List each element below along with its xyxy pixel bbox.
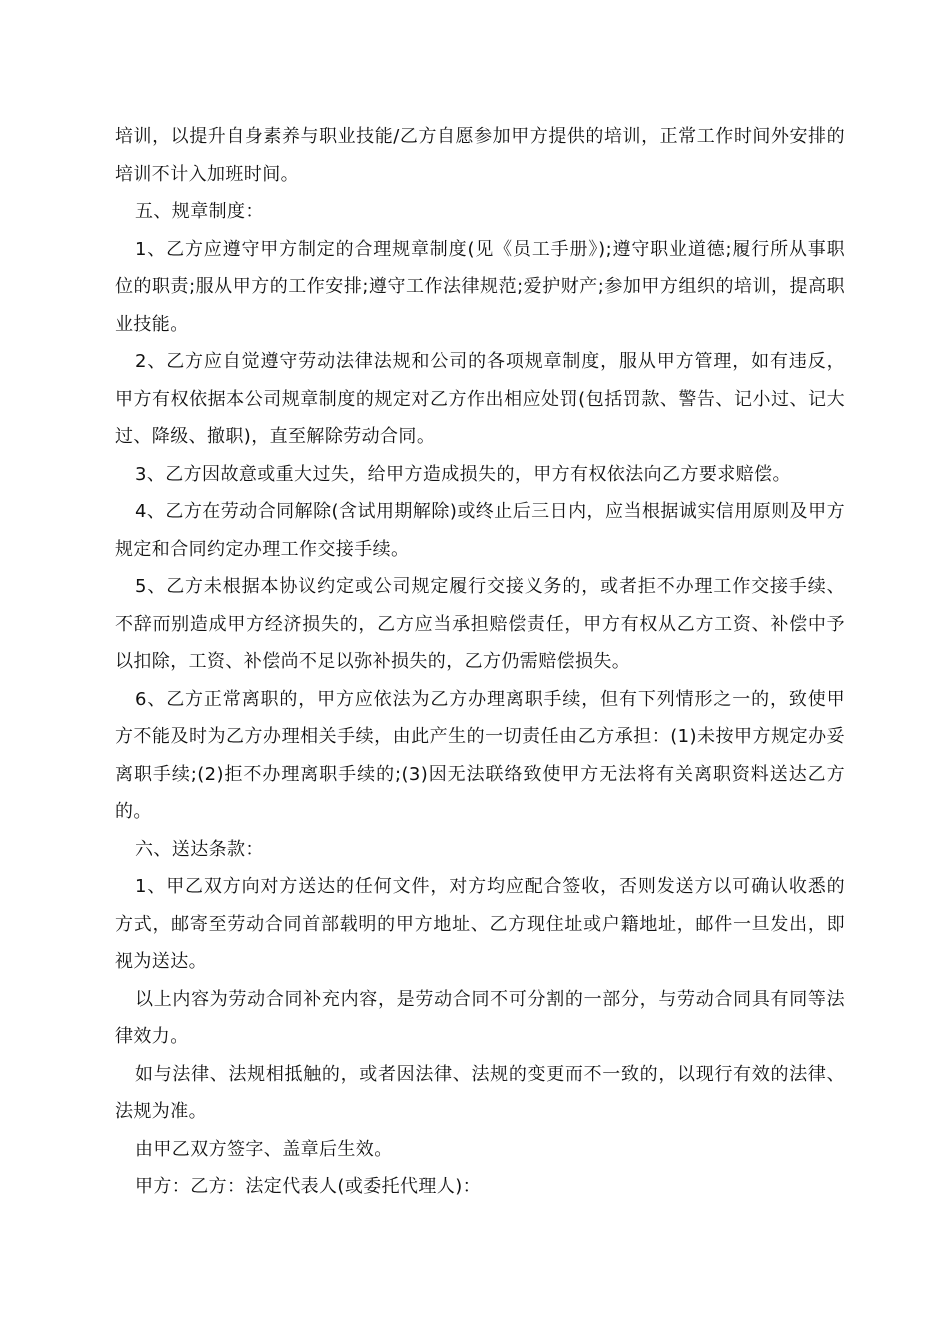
paragraph-delivery-1: 1、甲乙双方向对方送达的任何文件，对方均应配合签收，否则发送方以可确认收悉的方式，邮寄至劳动合同首部载明的甲方地址、乙方现住址或户籍地址，邮件一旦发出，即视为送达。 <box>115 876 845 972</box>
paragraph-law-conflict: 如与法律、法规相抵触的，或者因法律、法规的变更而不一致的，以现行有效的法律、法规为准。 <box>115 1063 845 1122</box>
paragraph-rule-6: 6、乙方正常离职的，甲方应依法为乙方办理离职手续，但有下列情形之一的，致使甲方不能及时为乙方办理相关手续，由此产生的一切责任由乙方承担：(1)未按甲方规定办妥离职手续;(2)拒不办理离职手续的;(3)因无法联络致使甲方无法将有关离职资料送达乙方的。 <box>115 688 845 822</box>
paragraph-effective: 由甲乙双方签字、盖章后生效。 <box>135 1138 393 1160</box>
paragraph-rule-3: 3、乙方因故意或重大过失，给甲方造成损失的，甲方有权依法向乙方要求赔偿。 <box>135 463 791 485</box>
paragraph-rule-4: 4、乙方在劳动合同解除(含试用期解除)或终止后三日内，应当根据诚实信用原则及甲方规定和合同约定办理工作交接手续。 <box>115 501 845 560</box>
signature-line: 甲方：乙方：法定代表人(或委托代理人)： <box>135 1176 482 1197</box>
paragraph-rule-2: 2、乙方应自觉遵守劳动法律法规和公司的各项规章制度，服从甲方管理，如有违反，甲方有权依据本公司规章制度的规定对乙方作出相应处罚(包括罚款、警告、记小过、记大过、降级、撤职)，直至解除劳动合同。 <box>115 351 845 447</box>
heading-section-six: 六、送达条款： <box>135 838 264 860</box>
paragraph-training-continued: 培训，以提升自身素养与职业技能/乙方自愿参加甲方提供的培训，正常工作时间外安排的培训不计入加班时间。 <box>115 126 845 185</box>
heading-section-five: 五、规章制度： <box>135 201 264 222</box>
paragraph-rule-1: 1、乙方应遵守甲方制定的合理规章制度(见《员工手册》);遵守职业道德;履行所从事职位的职责;服从甲方的工作安排;遵守工作法律规范;爱护财产;参加甲方组织的培训，提高职业技能。 <box>115 238 845 335</box>
paragraph-supplement-statement: 以上内容为劳动合同补充内容，是劳动合同不可分割的一部分，与劳动合同具有同等法律效力。 <box>115 988 845 1047</box>
paragraph-rule-5: 5、乙方未根据本协议约定或公司规定履行交接义务的，或者拒不办理工作交接手续、不辞而别造成甲方经济损失的，乙方应当承担赔偿责任，甲方有权从乙方工资、补偿中予以扣除，工资、补偿尚不足以弥补损失的，乙方仍需赔偿损失。 <box>115 576 845 672</box>
document-page <box>115 118 845 1206</box>
